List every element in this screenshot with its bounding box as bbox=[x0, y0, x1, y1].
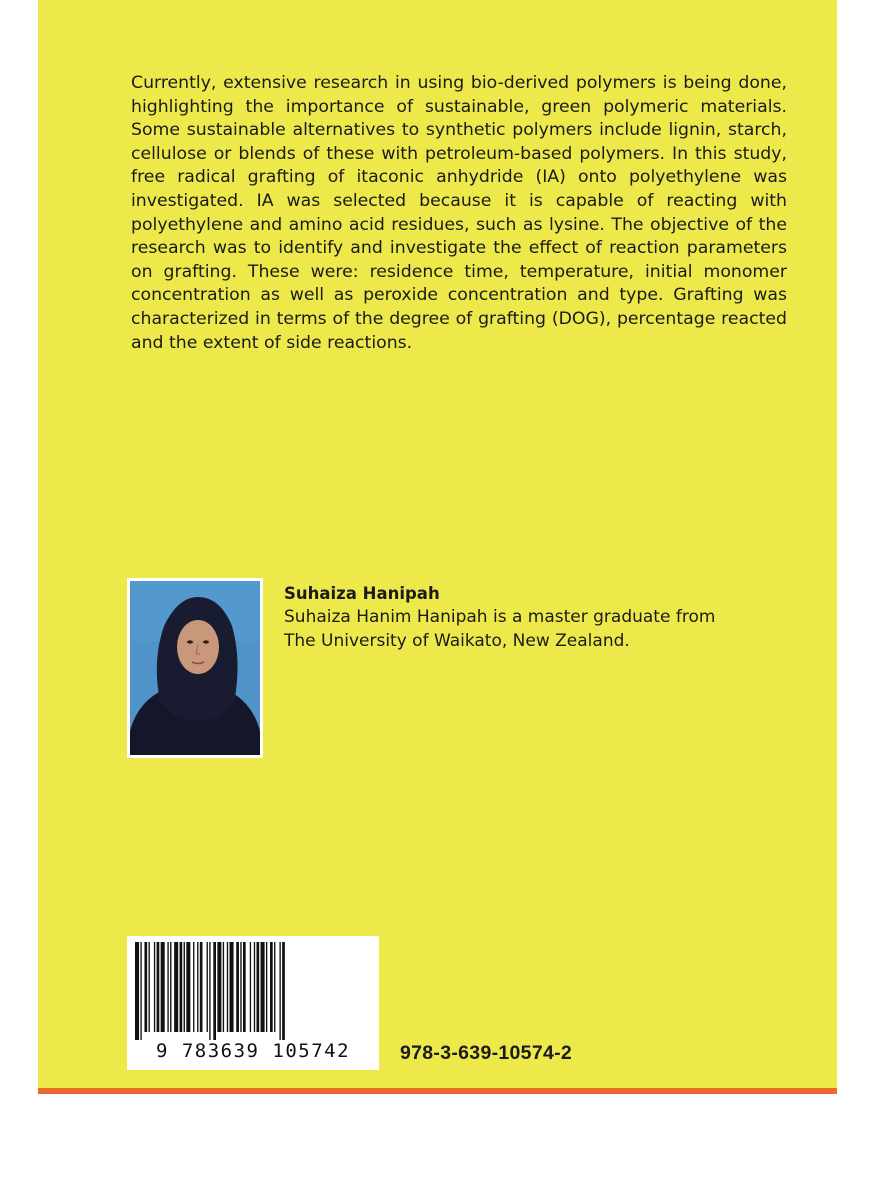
author-name: Suhaiza Hanipah bbox=[284, 584, 440, 603]
bottom-accent-stripe bbox=[38, 1088, 837, 1094]
isbn-number: 978-3-639-10574-2 bbox=[400, 1042, 573, 1064]
barcode-bar bbox=[274, 942, 275, 1032]
barcode-bar bbox=[200, 942, 203, 1032]
barcode-bar bbox=[149, 942, 150, 1032]
barcode-bar bbox=[261, 942, 265, 1032]
barcode-bar bbox=[279, 942, 280, 1040]
barcode-bar bbox=[254, 942, 255, 1032]
barcode-bar bbox=[257, 942, 260, 1032]
barcode-bar bbox=[197, 942, 198, 1032]
author-photo bbox=[127, 578, 263, 758]
barcode-bar bbox=[240, 942, 241, 1032]
barcode-bar bbox=[135, 942, 139, 1040]
barcode-bar bbox=[193, 942, 194, 1032]
barcode-bar bbox=[236, 942, 239, 1032]
barcode-digits: 9 783639 105742 bbox=[155, 1040, 351, 1062]
barcode-bar bbox=[209, 942, 210, 1040]
barcode-bars bbox=[135, 942, 371, 1040]
barcode-bar bbox=[180, 942, 183, 1032]
author-bio-line-2: The University of Waikato, New Zealand. bbox=[284, 631, 630, 651]
author-portrait-image bbox=[130, 581, 260, 755]
book-blurb: Currently, extensive research in using bio-derived polymers is being done, highlighting the importance of sustainable, green polymeric materials. Some sustainable alternatives to synthetic polymers include lignin, starch, cellulose or blends of these with petroleum-based polymers. In this study, free radical grafting of itaconic anhydride (IA) onto polyethylene was investigated. IA was selected because it is capable of reacting with polyethylene and amino acid residues, such as lysine. The objective of the research was to identify and investigate the effect of reaction parameters on grafting. These were: residence time, temperature, initial monomer concentration as well as peroxide concentration and type. Grafting was characterized in terms of the degree of grafting (DOG), percentage reacted and the extent of side reactions. bbox=[131, 73, 787, 353]
barcode-bar bbox=[167, 942, 168, 1032]
barcode-bar bbox=[140, 942, 141, 1040]
barcode-bar bbox=[223, 942, 224, 1032]
barcode-bar bbox=[217, 942, 221, 1032]
barcode-bar bbox=[157, 942, 160, 1032]
barcode-bar bbox=[207, 942, 208, 1032]
barcode-bar bbox=[174, 942, 178, 1032]
barcode-bar bbox=[186, 942, 190, 1032]
author-bio bbox=[284, 605, 754, 653]
barcode-bar bbox=[243, 942, 246, 1032]
barcode-bar bbox=[250, 942, 251, 1032]
author-bio-line-1: Suhaiza Hanim Hanipah is a master graduate from bbox=[284, 607, 716, 627]
barcode-bar bbox=[270, 942, 273, 1032]
barcode-bar bbox=[161, 942, 165, 1032]
barcode-bar bbox=[227, 942, 228, 1032]
barcode-bar bbox=[213, 942, 216, 1040]
barcode-bar bbox=[184, 942, 185, 1032]
barcode-bar bbox=[266, 942, 267, 1032]
barcode-bar bbox=[282, 942, 285, 1040]
barcode-bar bbox=[170, 942, 171, 1032]
barcode-bar bbox=[154, 942, 155, 1032]
barcode-bar bbox=[144, 942, 147, 1032]
barcode-bar bbox=[230, 942, 234, 1032]
barcode bbox=[127, 936, 379, 1070]
